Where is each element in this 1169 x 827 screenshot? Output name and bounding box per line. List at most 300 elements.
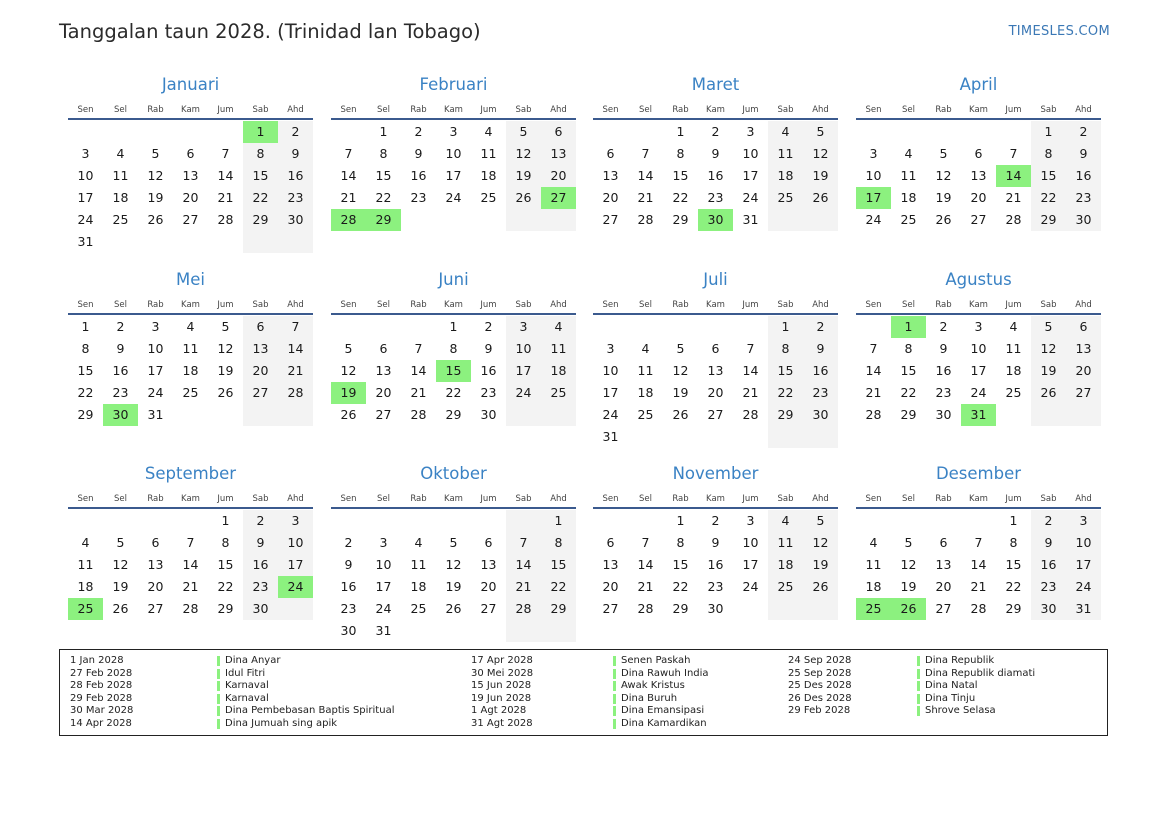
calendar-day[interactable]: 17 xyxy=(375,579,392,594)
holiday-day[interactable]: 17 xyxy=(856,187,891,209)
calendar-day[interactable]: 7 xyxy=(291,319,300,334)
calendar-day[interactable]: 27 xyxy=(602,601,619,616)
calendar-day[interactable]: 5 xyxy=(904,535,913,550)
calendar-day[interactable]: 30 xyxy=(707,601,724,616)
calendar-day[interactable]: 9 xyxy=(116,341,125,356)
calendar-day[interactable]: 3 xyxy=(746,513,755,528)
calendar-day[interactable]: 20 xyxy=(707,385,724,400)
calendar-day[interactable]: 21 xyxy=(637,190,654,205)
calendar-day[interactable]: 21 xyxy=(970,579,987,594)
calendar-day[interactable]: 14 xyxy=(340,168,357,183)
calendar-day[interactable]: 29 xyxy=(777,407,794,422)
calendar-day[interactable]: 15 xyxy=(1005,557,1022,572)
calendar-day[interactable]: 5 xyxy=(939,146,948,161)
calendar-day[interactable]: 27 xyxy=(375,407,392,422)
calendar-day[interactable]: 6 xyxy=(939,535,948,550)
calendar-day[interactable]: 7 xyxy=(974,535,983,550)
calendar-day[interactable]: 2 xyxy=(414,124,423,139)
calendar-day[interactable]: 16 xyxy=(340,579,357,594)
calendar-day[interactable]: 2 xyxy=(816,319,825,334)
calendar-day[interactable]: 11 xyxy=(410,557,427,572)
calendar-day[interactable]: 18 xyxy=(182,363,199,378)
calendar-day[interactable]: 8 xyxy=(256,146,265,161)
calendar-day[interactable]: 28 xyxy=(515,601,532,616)
calendar-day[interactable]: 7 xyxy=(186,535,195,550)
calendar-day[interactable]: 13 xyxy=(1075,341,1092,356)
calendar-day[interactable]: 22 xyxy=(1040,190,1057,205)
calendar-day[interactable]: 9 xyxy=(939,341,948,356)
calendar-day[interactable]: 18 xyxy=(480,168,497,183)
calendar-day[interactable]: 6 xyxy=(606,146,615,161)
calendar-day[interactable]: 15 xyxy=(252,168,269,183)
calendar-day[interactable]: 17 xyxy=(445,168,462,183)
calendar-day[interactable]: 2 xyxy=(344,535,353,550)
holiday-day[interactable]: 25 xyxy=(856,598,891,620)
calendar-day[interactable]: 18 xyxy=(77,579,94,594)
calendar-day[interactable]: 21 xyxy=(340,190,357,205)
calendar-day[interactable]: 22 xyxy=(77,385,94,400)
calendar-day[interactable]: 23 xyxy=(812,385,829,400)
calendar-day[interactable]: 15 xyxy=(672,168,689,183)
calendar-day[interactable]: 13 xyxy=(252,341,269,356)
calendar-day[interactable]: 25 xyxy=(182,385,199,400)
calendar-day[interactable]: 15 xyxy=(1040,168,1057,183)
calendar-day[interactable]: 15 xyxy=(900,363,917,378)
calendar-day[interactable]: 7 xyxy=(221,146,230,161)
calendar-day[interactable]: 6 xyxy=(256,319,265,334)
calendar-day[interactable]: 15 xyxy=(77,363,94,378)
calendar-day[interactable]: 17 xyxy=(287,557,304,572)
calendar-day[interactable]: 23 xyxy=(1075,190,1092,205)
calendar-day[interactable]: 28 xyxy=(182,601,199,616)
calendar-day[interactable]: 11 xyxy=(777,535,794,550)
calendar-day[interactable]: 4 xyxy=(781,124,790,139)
calendar-day[interactable]: 21 xyxy=(410,385,427,400)
calendar-day[interactable]: 19 xyxy=(515,168,532,183)
calendar-day[interactable]: 10 xyxy=(602,363,619,378)
calendar-day[interactable]: 10 xyxy=(147,341,164,356)
calendar-day[interactable]: 23 xyxy=(1040,579,1057,594)
calendar-day[interactable]: 10 xyxy=(287,535,304,550)
calendar-day[interactable]: 20 xyxy=(375,385,392,400)
calendar-day[interactable]: 29 xyxy=(252,212,269,227)
calendar-day[interactable]: 29 xyxy=(445,407,462,422)
calendar-day[interactable]: 29 xyxy=(550,601,567,616)
calendar-day[interactable]: 4 xyxy=(554,319,563,334)
calendar-day[interactable]: 4 xyxy=(869,535,878,550)
calendar-day[interactable]: 24 xyxy=(602,407,619,422)
holiday-day[interactable]: 15 xyxy=(436,360,471,382)
calendar-day[interactable]: 11 xyxy=(637,363,654,378)
calendar-day[interactable]: 22 xyxy=(550,579,567,594)
holiday-day[interactable]: 25 xyxy=(68,598,103,620)
calendar-day[interactable]: 19 xyxy=(1040,363,1057,378)
calendar-day[interactable]: 28 xyxy=(637,212,654,227)
calendar-day[interactable]: 22 xyxy=(672,579,689,594)
calendar-day[interactable]: 20 xyxy=(970,190,987,205)
calendar-day[interactable]: 1 xyxy=(221,513,230,528)
calendar-day[interactable]: 5 xyxy=(816,124,825,139)
calendar-day[interactable]: 13 xyxy=(935,557,952,572)
calendar-day[interactable]: 27 xyxy=(147,601,164,616)
calendar-day[interactable]: 20 xyxy=(1075,363,1092,378)
calendar-day[interactable]: 30 xyxy=(935,407,952,422)
calendar-day[interactable]: 29 xyxy=(672,212,689,227)
calendar-day[interactable]: 24 xyxy=(970,385,987,400)
calendar-day[interactable]: 30 xyxy=(1040,601,1057,616)
calendar-day[interactable]: 22 xyxy=(445,385,462,400)
calendar-day[interactable]: 15 xyxy=(375,168,392,183)
calendar-day[interactable]: 9 xyxy=(1044,535,1053,550)
calendar-day[interactable]: 23 xyxy=(935,385,952,400)
calendar-day[interactable]: 19 xyxy=(812,557,829,572)
calendar-day[interactable]: 30 xyxy=(1075,212,1092,227)
calendar-day[interactable]: 17 xyxy=(147,363,164,378)
calendar-day[interactable]: 12 xyxy=(340,363,357,378)
calendar-day[interactable]: 13 xyxy=(602,557,619,572)
calendar-day[interactable]: 26 xyxy=(935,212,952,227)
calendar-day[interactable]: 23 xyxy=(410,190,427,205)
calendar-day[interactable]: 1 xyxy=(676,124,685,139)
calendar-day[interactable]: 8 xyxy=(81,341,90,356)
calendar-day[interactable]: 21 xyxy=(865,385,882,400)
calendar-day[interactable]: 21 xyxy=(182,579,199,594)
calendar-day[interactable]: 13 xyxy=(480,557,497,572)
calendar-day[interactable]: 4 xyxy=(781,513,790,528)
calendar-day[interactable]: 14 xyxy=(515,557,532,572)
holiday-day[interactable]: 26 xyxy=(891,598,926,620)
calendar-day[interactable]: 19 xyxy=(812,168,829,183)
calendar-day[interactable]: 1 xyxy=(81,319,90,334)
calendar-day[interactable]: 29 xyxy=(1005,601,1022,616)
calendar-day[interactable]: 24 xyxy=(1075,579,1092,594)
calendar-day[interactable]: 31 xyxy=(77,234,94,249)
calendar-day[interactable]: 14 xyxy=(287,341,304,356)
calendar-day[interactable]: 10 xyxy=(77,168,94,183)
calendar-day[interactable]: 13 xyxy=(375,363,392,378)
calendar-day[interactable]: 21 xyxy=(637,579,654,594)
calendar-day[interactable]: 4 xyxy=(484,124,493,139)
calendar-day[interactable]: 19 xyxy=(445,579,462,594)
calendar-day[interactable]: 11 xyxy=(550,341,567,356)
calendar-day[interactable]: 8 xyxy=(676,146,685,161)
calendar-day[interactable]: 2 xyxy=(484,319,493,334)
calendar-day[interactable]: 17 xyxy=(742,557,759,572)
calendar-day[interactable]: 9 xyxy=(414,146,423,161)
calendar-day[interactable]: 13 xyxy=(550,146,567,161)
calendar-day[interactable]: 24 xyxy=(865,212,882,227)
calendar-day[interactable]: 20 xyxy=(182,190,199,205)
calendar-day[interactable]: 31 xyxy=(742,212,759,227)
calendar-day[interactable]: 4 xyxy=(414,535,423,550)
calendar-day[interactable]: 12 xyxy=(217,341,234,356)
calendar-day[interactable]: 17 xyxy=(742,168,759,183)
calendar-day[interactable]: 31 xyxy=(602,429,619,444)
calendar-day[interactable]: 8 xyxy=(379,146,388,161)
calendar-day[interactable]: 26 xyxy=(340,407,357,422)
calendar-day[interactable]: 9 xyxy=(816,341,825,356)
calendar-day[interactable]: 8 xyxy=(221,535,230,550)
calendar-day[interactable]: 12 xyxy=(935,168,952,183)
calendar-day[interactable]: 24 xyxy=(147,385,164,400)
calendar-day[interactable]: 1 xyxy=(379,124,388,139)
holiday-day[interactable]: 27 xyxy=(541,187,576,209)
calendar-day[interactable]: 1 xyxy=(676,513,685,528)
calendar-day[interactable]: 19 xyxy=(147,190,164,205)
calendar-day[interactable]: 2 xyxy=(1044,513,1053,528)
calendar-day[interactable]: 18 xyxy=(550,363,567,378)
calendar-day[interactable]: 12 xyxy=(672,363,689,378)
calendar-day[interactable]: 26 xyxy=(672,407,689,422)
calendar-day[interactable]: 25 xyxy=(637,407,654,422)
calendar-day[interactable]: 26 xyxy=(812,579,829,594)
calendar-day[interactable]: 6 xyxy=(606,535,615,550)
holiday-day[interactable]: 30 xyxy=(698,209,733,231)
calendar-day[interactable]: 18 xyxy=(777,557,794,572)
site-link[interactable]: TIMESLES.COM xyxy=(1008,24,1110,39)
holiday-day[interactable]: 24 xyxy=(278,576,313,598)
calendar-day[interactable]: 28 xyxy=(1005,212,1022,227)
calendar-day[interactable]: 5 xyxy=(519,124,528,139)
calendar-day[interactable]: 2 xyxy=(1079,124,1088,139)
calendar-day[interactable]: 14 xyxy=(217,168,234,183)
calendar-day[interactable]: 30 xyxy=(287,212,304,227)
calendar-day[interactable]: 22 xyxy=(217,579,234,594)
calendar-day[interactable]: 14 xyxy=(637,168,654,183)
calendar-day[interactable]: 17 xyxy=(1075,557,1092,572)
calendar-day[interactable]: 18 xyxy=(410,579,427,594)
calendar-day[interactable]: 3 xyxy=(974,319,983,334)
calendar-day[interactable]: 27 xyxy=(707,407,724,422)
calendar-day[interactable]: 26 xyxy=(812,190,829,205)
holiday-day[interactable]: 14 xyxy=(996,165,1031,187)
calendar-day[interactable]: 21 xyxy=(287,363,304,378)
calendar-day[interactable]: 11 xyxy=(112,168,129,183)
calendar-day[interactable]: 12 xyxy=(445,557,462,572)
calendar-day[interactable]: 11 xyxy=(777,146,794,161)
calendar-day[interactable]: 26 xyxy=(445,601,462,616)
calendar-day[interactable]: 10 xyxy=(445,146,462,161)
calendar-day[interactable]: 25 xyxy=(777,190,794,205)
holiday-day[interactable]: 1 xyxy=(243,121,278,143)
calendar-day[interactable]: 17 xyxy=(77,190,94,205)
calendar-day[interactable]: 16 xyxy=(410,168,427,183)
calendar-day[interactable]: 28 xyxy=(637,601,654,616)
calendar-day[interactable]: 12 xyxy=(147,168,164,183)
calendar-day[interactable]: 16 xyxy=(812,363,829,378)
calendar-day[interactable]: 10 xyxy=(970,341,987,356)
calendar-day[interactable]: 6 xyxy=(974,146,983,161)
calendar-day[interactable]: 10 xyxy=(515,341,532,356)
calendar-day[interactable]: 8 xyxy=(781,341,790,356)
calendar-day[interactable]: 15 xyxy=(217,557,234,572)
holiday-day[interactable]: 29 xyxy=(366,209,401,231)
calendar-day[interactable]: 13 xyxy=(707,363,724,378)
calendar-day[interactable]: 21 xyxy=(742,385,759,400)
calendar-day[interactable]: 14 xyxy=(410,363,427,378)
calendar-day[interactable]: 13 xyxy=(147,557,164,572)
calendar-day[interactable]: 7 xyxy=(344,146,353,161)
calendar-day[interactable]: 14 xyxy=(742,363,759,378)
calendar-day[interactable]: 27 xyxy=(602,212,619,227)
calendar-day[interactable]: 3 xyxy=(291,513,300,528)
calendar-day[interactable]: 4 xyxy=(116,146,125,161)
calendar-day[interactable]: 11 xyxy=(182,341,199,356)
calendar-day[interactable]: 10 xyxy=(375,557,392,572)
calendar-day[interactable]: 8 xyxy=(449,341,458,356)
calendar-day[interactable]: 2 xyxy=(291,124,300,139)
calendar-day[interactable]: 2 xyxy=(711,513,720,528)
calendar-day[interactable]: 20 xyxy=(602,190,619,205)
calendar-day[interactable]: 13 xyxy=(970,168,987,183)
calendar-day[interactable]: 9 xyxy=(484,341,493,356)
calendar-day[interactable]: 14 xyxy=(637,557,654,572)
calendar-day[interactable]: 7 xyxy=(641,146,650,161)
calendar-day[interactable]: 19 xyxy=(900,579,917,594)
calendar-day[interactable]: 24 xyxy=(742,579,759,594)
calendar-day[interactable]: 11 xyxy=(900,168,917,183)
calendar-day[interactable]: 7 xyxy=(1009,146,1018,161)
calendar-day[interactable]: 29 xyxy=(900,407,917,422)
calendar-day[interactable]: 29 xyxy=(672,601,689,616)
calendar-day[interactable]: 7 xyxy=(519,535,528,550)
calendar-day[interactable]: 18 xyxy=(900,190,917,205)
calendar-day[interactable]: 9 xyxy=(291,146,300,161)
calendar-day[interactable]: 25 xyxy=(1005,385,1022,400)
calendar-day[interactable]: 25 xyxy=(900,212,917,227)
calendar-day[interactable]: 15 xyxy=(672,557,689,572)
calendar-day[interactable]: 30 xyxy=(812,407,829,422)
calendar-day[interactable]: 9 xyxy=(711,146,720,161)
calendar-day[interactable]: 4 xyxy=(186,319,195,334)
calendar-day[interactable]: 15 xyxy=(550,557,567,572)
calendar-day[interactable]: 5 xyxy=(449,535,458,550)
calendar-day[interactable]: 28 xyxy=(410,407,427,422)
calendar-day[interactable]: 1 xyxy=(1009,513,1018,528)
calendar-day[interactable]: 29 xyxy=(217,601,234,616)
calendar-day[interactable]: 3 xyxy=(746,124,755,139)
calendar-day[interactable]: 3 xyxy=(81,146,90,161)
calendar-day[interactable]: 22 xyxy=(1005,579,1022,594)
calendar-day[interactable]: 27 xyxy=(935,601,952,616)
calendar-day[interactable]: 18 xyxy=(1005,363,1022,378)
calendar-day[interactable]: 18 xyxy=(637,385,654,400)
calendar-day[interactable]: 6 xyxy=(151,535,160,550)
calendar-day[interactable]: 1 xyxy=(1044,124,1053,139)
calendar-day[interactable]: 17 xyxy=(970,363,987,378)
calendar-day[interactable]: 20 xyxy=(480,579,497,594)
calendar-day[interactable]: 6 xyxy=(1079,319,1088,334)
calendar-day[interactable]: 12 xyxy=(1040,341,1057,356)
calendar-day[interactable]: 7 xyxy=(746,341,755,356)
calendar-day[interactable]: 31 xyxy=(147,407,164,422)
calendar-day[interactable]: 8 xyxy=(676,535,685,550)
holiday-day[interactable]: 30 xyxy=(103,404,138,426)
calendar-day[interactable]: 15 xyxy=(777,363,794,378)
calendar-day[interactable]: 11 xyxy=(480,146,497,161)
calendar-day[interactable]: 10 xyxy=(1075,535,1092,550)
calendar-day[interactable]: 5 xyxy=(151,146,160,161)
calendar-day[interactable]: 12 xyxy=(812,146,829,161)
calendar-day[interactable]: 8 xyxy=(554,535,563,550)
calendar-day[interactable]: 4 xyxy=(641,341,650,356)
calendar-day[interactable]: 22 xyxy=(900,385,917,400)
calendar-day[interactable]: 7 xyxy=(869,341,878,356)
calendar-day[interactable]: 24 xyxy=(515,385,532,400)
calendar-day[interactable]: 26 xyxy=(217,385,234,400)
calendar-day[interactable]: 16 xyxy=(112,363,129,378)
calendar-day[interactable]: 8 xyxy=(904,341,913,356)
calendar-day[interactable]: 28 xyxy=(865,407,882,422)
calendar-day[interactable]: 18 xyxy=(777,168,794,183)
calendar-day[interactable]: 4 xyxy=(81,535,90,550)
calendar-day[interactable]: 23 xyxy=(112,385,129,400)
calendar-day[interactable]: 9 xyxy=(256,535,265,550)
calendar-day[interactable]: 3 xyxy=(519,319,528,334)
calendar-day[interactable]: 20 xyxy=(550,168,567,183)
calendar-day[interactable]: 5 xyxy=(816,513,825,528)
calendar-day[interactable]: 28 xyxy=(217,212,234,227)
holiday-day[interactable]: 19 xyxy=(331,382,366,404)
calendar-day[interactable]: 12 xyxy=(812,535,829,550)
calendar-day[interactable]: 12 xyxy=(900,557,917,572)
calendar-day[interactable]: 6 xyxy=(484,535,493,550)
calendar-day[interactable]: 30 xyxy=(480,407,497,422)
calendar-day[interactable]: 26 xyxy=(147,212,164,227)
calendar-day[interactable]: 2 xyxy=(711,124,720,139)
calendar-day[interactable]: 4 xyxy=(1009,319,1018,334)
calendar-day[interactable]: 22 xyxy=(672,190,689,205)
calendar-day[interactable]: 13 xyxy=(602,168,619,183)
calendar-day[interactable]: 12 xyxy=(515,146,532,161)
calendar-day[interactable]: 29 xyxy=(77,407,94,422)
calendar-day[interactable]: 17 xyxy=(602,385,619,400)
calendar-day[interactable]: 27 xyxy=(970,212,987,227)
calendar-day[interactable]: 19 xyxy=(672,385,689,400)
calendar-day[interactable]: 5 xyxy=(221,319,230,334)
calendar-day[interactable]: 3 xyxy=(869,146,878,161)
calendar-day[interactable]: 16 xyxy=(1040,557,1057,572)
holiday-day[interactable]: 28 xyxy=(331,209,366,231)
calendar-day[interactable]: 24 xyxy=(375,601,392,616)
calendar-day[interactable]: 27 xyxy=(252,385,269,400)
calendar-day[interactable]: 6 xyxy=(554,124,563,139)
calendar-day[interactable]: 6 xyxy=(711,341,720,356)
calendar-day[interactable]: 3 xyxy=(151,319,160,334)
calendar-day[interactable]: 24 xyxy=(742,190,759,205)
calendar-day[interactable]: 9 xyxy=(711,535,720,550)
calendar-day[interactable]: 2 xyxy=(256,513,265,528)
calendar-day[interactable]: 16 xyxy=(935,363,952,378)
calendar-day[interactable]: 16 xyxy=(252,557,269,572)
calendar-day[interactable]: 14 xyxy=(182,557,199,572)
calendar-day[interactable]: 27 xyxy=(1075,385,1092,400)
holiday-day[interactable]: 1 xyxy=(891,316,926,338)
calendar-day[interactable]: 22 xyxy=(252,190,269,205)
calendar-day[interactable]: 11 xyxy=(1005,341,1022,356)
calendar-day[interactable]: 3 xyxy=(606,341,615,356)
calendar-day[interactable]: 13 xyxy=(182,168,199,183)
calendar-day[interactable]: 4 xyxy=(904,146,913,161)
calendar-day[interactable]: 31 xyxy=(1075,601,1092,616)
calendar-day[interactable]: 23 xyxy=(287,190,304,205)
calendar-day[interactable]: 14 xyxy=(865,363,882,378)
calendar-day[interactable]: 21 xyxy=(217,190,234,205)
calendar-day[interactable]: 3 xyxy=(379,535,388,550)
calendar-day[interactable]: 19 xyxy=(935,190,952,205)
calendar-day[interactable]: 7 xyxy=(641,535,650,550)
calendar-day[interactable]: 26 xyxy=(515,190,532,205)
